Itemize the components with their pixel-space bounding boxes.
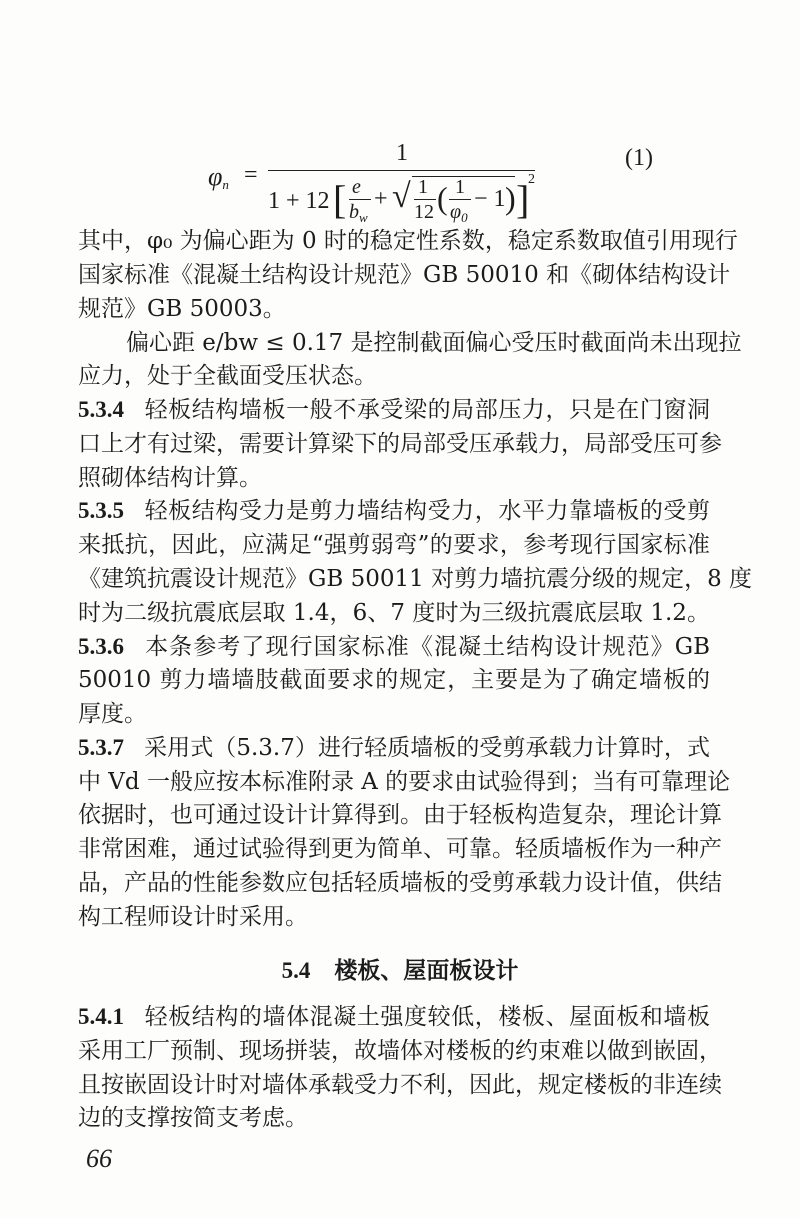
formula-one: 1 (418, 176, 428, 198)
plus-sign: + (374, 186, 388, 212)
formula-twelve: 12 (414, 201, 434, 223)
formula-exponent: 2 (528, 172, 535, 187)
clause-number: 5.3.7 (78, 735, 124, 760)
section-title: 楼板、屋面板设计 (334, 957, 519, 984)
formula-lhs: $\varphi_n$ (208, 162, 229, 192)
text-line: 应力，处于全截面受压状态。 (78, 363, 377, 389)
formula-minus-one: − 1 (474, 186, 506, 212)
paren-open: ( (437, 180, 448, 216)
text-line: 边的支撑按简支考虑。 (78, 1105, 308, 1131)
text-line: 品，产品的性能参数应包括轻质墙板的受剪承载力设计值，供结 (78, 870, 722, 896)
clause-5-3-7 (78, 731, 710, 765)
text-line: 偏心距 e/bw ≤ 0.17 是控制截面偏心受压时截面尚未出现拉 (126, 330, 742, 356)
text-line: 轻板结构受力是剪力墙结构受力，水平力靠墙板的受剪 (144, 498, 710, 524)
text-line: 轻板结构的墙体混凝土强度较低，楼板、屋面板和墙板 (144, 1004, 710, 1030)
text-line: 《建筑抗震设计规范》GB 50011 对剪力墙抗震分级的规定，8 度 (78, 566, 753, 592)
formula-b: $b_w$ (349, 201, 368, 225)
text-line: 规范》GB 50003。 (78, 296, 286, 322)
text-line: 采用式（5.3.7）进行轻质墙板的受剪承载力计算时，式 (144, 735, 710, 761)
sqrt-sign: √ (392, 178, 411, 215)
section-number: 5.4 (281, 958, 311, 983)
text-line: 采用工厂预制、现场拼装，故墙体对楼板的约束难以做到嵌固， (78, 1038, 722, 1064)
text-line: 厚度。 (78, 701, 147, 727)
text-line: 非常困难，通过试验得到更为简单、可靠。轻质墙板作为一种产 (78, 836, 722, 862)
clause-5-3-5 (78, 494, 710, 528)
text-line: 来抵抗，因此，应满足“强剪弱弯”的要求，参考现行国家标准 (78, 532, 710, 558)
text-line: 构工程师设计时采用。 (78, 904, 308, 930)
formula-denominator-prefix: 1 + 12 (268, 188, 330, 214)
paren-close: ) (505, 180, 516, 216)
text-line: 其中，φ₀ 为偏心距为 0 时的稳定性系数，稳定系数取值引用现行 (78, 228, 738, 254)
clause-5-3-6 (78, 630, 710, 664)
fraction-bar (268, 170, 535, 171)
formula-phi0: $\varphi_0$ (450, 201, 468, 225)
text-line: 依据时，也可通过设计计算得到。由于轻板构造复杂，理论计算 (78, 802, 722, 828)
equals-sign: = (244, 162, 258, 188)
text-line: 50010 剪力墙墙肢截面要求的规定，主要是为了确定墙板的 (78, 667, 710, 693)
bracket-open: [ (333, 177, 347, 222)
formula-one-b: 1 (455, 176, 465, 198)
text-line: 国家标准《混凝土结构设计规范》GB 50010 和《砌体结构设计 (78, 262, 731, 288)
text-line: 时为二级抗震底层取 1.4，6、7 度时为三级抗震底层取 1.2。 (78, 600, 710, 626)
formula-e: e (352, 176, 361, 198)
text-line: 且按嵌固设计时对墙体承载受力不利，因此，规定楼板的非连续 (78, 1072, 722, 1098)
page-number: 66 (86, 1144, 112, 1173)
text-line: 照砌体结构计算。 (78, 465, 262, 491)
text-line: 本条参考了现行国家标准《混凝土结构设计规范》GB (144, 634, 710, 660)
clause-5-3-4 (78, 393, 710, 427)
section-heading (0, 952, 800, 985)
clause-number: 5.3.4 (78, 397, 124, 422)
text-line: 中 Vd 一般应按本标准附录 A 的要求由试验得到；当有可靠理论 (78, 769, 731, 795)
clause-number: 5.4.1 (78, 1004, 124, 1029)
text-line: 轻板结构墙板一般不承受梁的局部压力，只是在门窗洞 (144, 397, 710, 423)
formula-numerator: 1 (396, 140, 408, 166)
text-line: 口上才有过梁，需要计算梁下的局部受压承载力，局部受压可参 (78, 431, 722, 457)
bracket-close: ] (516, 177, 530, 222)
clause-number: 5.3.5 (78, 498, 124, 523)
equation-number: (1) (625, 145, 653, 171)
clause-number: 5.3.6 (78, 634, 124, 659)
clause-5-4-1 (78, 1000, 710, 1034)
